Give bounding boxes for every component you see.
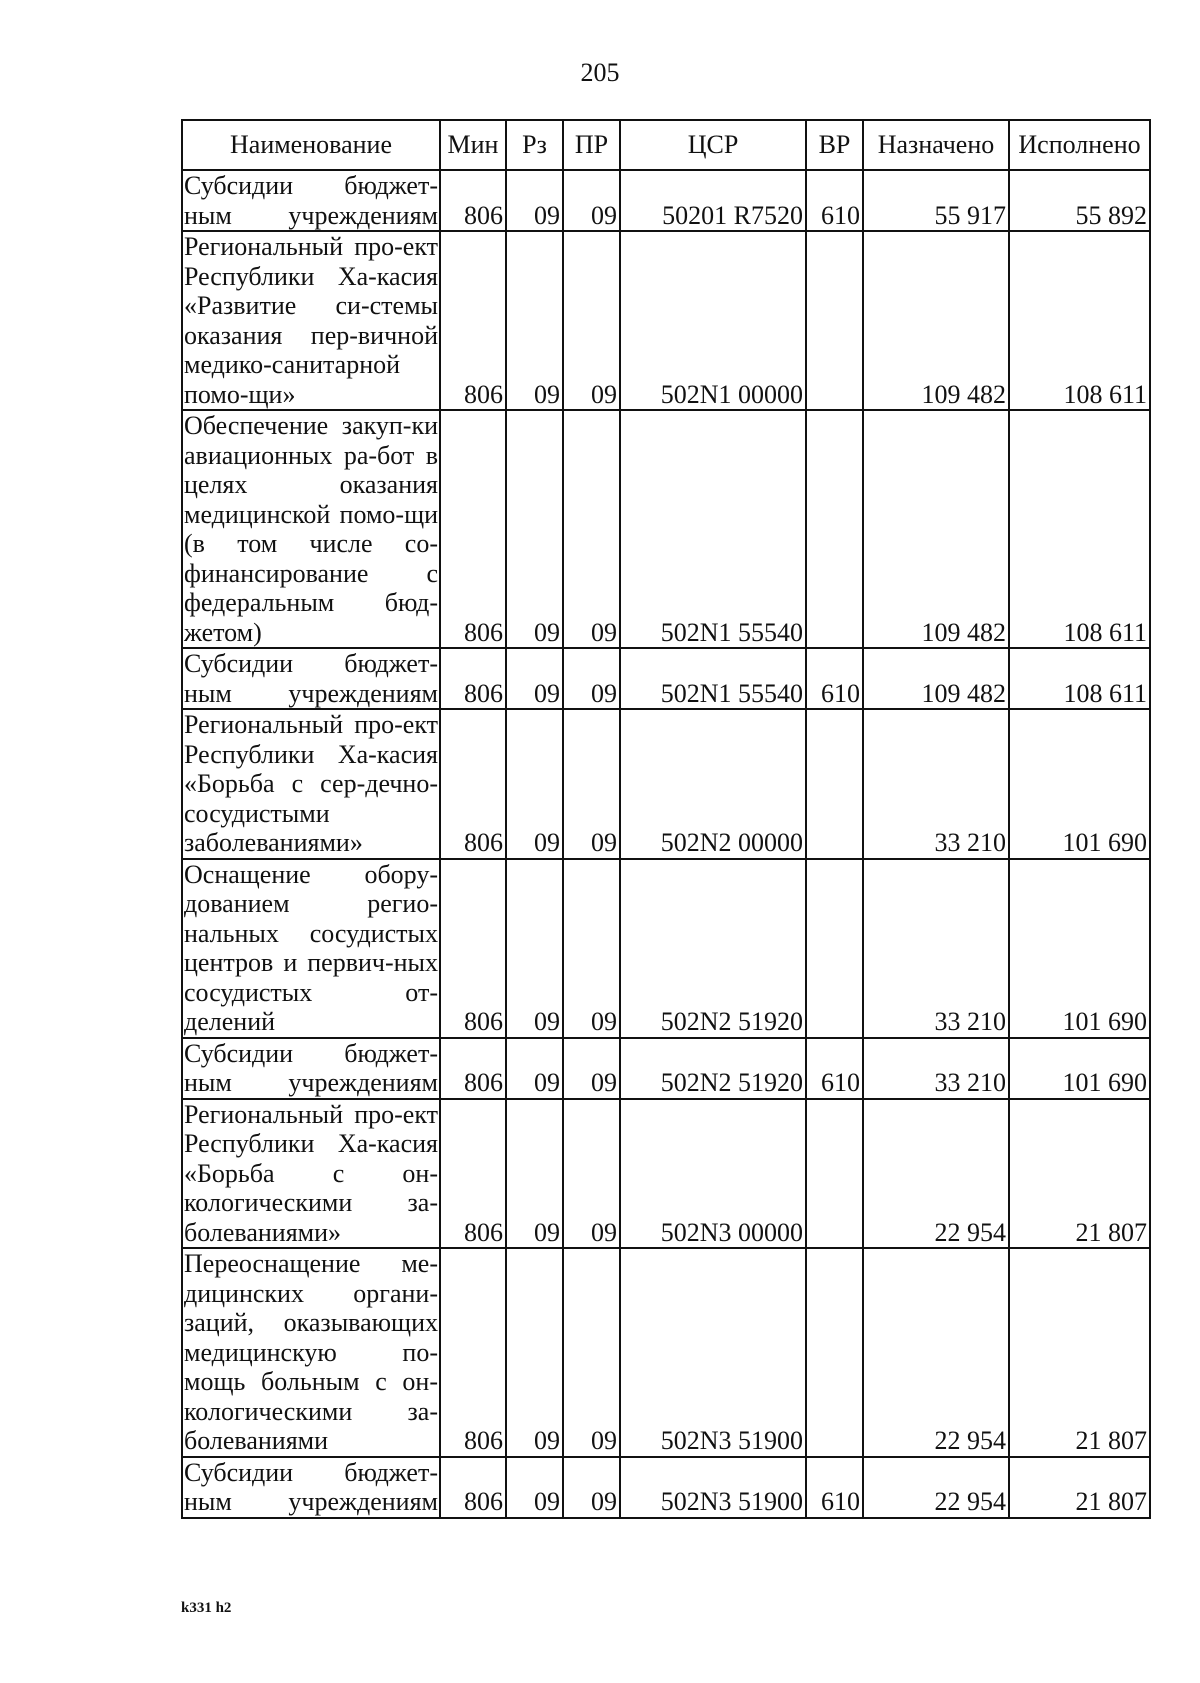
row-min: 806 <box>440 170 506 231</box>
row-name: Региональный про-ект Республики Ха-касия «Развитие си-стемы оказания пер-вичной медико-санитарной помо-щи» <box>184 232 438 409</box>
row-min: 806 <box>440 1457 506 1518</box>
row-pr: 09 <box>563 410 620 648</box>
header-min: Мин <box>440 120 506 170</box>
row-rz: 09 <box>506 1038 563 1099</box>
row-csr: 502N1 55540 <box>620 648 806 709</box>
row-vr <box>806 1099 863 1249</box>
row-vr <box>806 231 863 410</box>
row-min: 806 <box>440 1038 506 1099</box>
row-rz: 09 <box>506 1099 563 1249</box>
row-min: 806 <box>440 709 506 859</box>
row-rz: 09 <box>506 859 563 1038</box>
row-vr <box>806 709 863 859</box>
header-vr: ВР <box>806 120 863 170</box>
row-csr: 502N1 55540 <box>620 410 806 648</box>
row-rz: 09 <box>506 231 563 410</box>
row-pr: 09 <box>563 709 620 859</box>
row-rz: 09 <box>506 709 563 859</box>
row-name: Субсидии бюджет-ным учреждениям <box>184 1038 438 1097</box>
row-csr: 502N3 51900 <box>620 1248 806 1457</box>
row-pr: 09 <box>563 648 620 709</box>
row-vr: 610 <box>806 1038 863 1099</box>
row-min: 806 <box>440 410 506 648</box>
row-pr: 09 <box>563 1099 620 1249</box>
row-rz: 09 <box>506 1457 563 1518</box>
header-rz: Рз <box>506 120 563 170</box>
row-name: Региональный про-ект Республики Ха-касия «Борьба с он-кологическими за-болеваниями» <box>184 1099 438 1247</box>
row-name: Субсидии бюджет-ным учреждениям <box>184 649 438 708</box>
row-assigned: 55 917 <box>863 170 1009 231</box>
row-csr: 502N3 00000 <box>620 1099 806 1249</box>
row-min: 806 <box>440 859 506 1038</box>
row-min: 806 <box>440 231 506 410</box>
row-csr: 502N2 51920 <box>620 859 806 1038</box>
table-row <box>182 859 1150 1038</box>
table-row <box>182 1099 1150 1249</box>
row-assigned: 22 954 <box>863 1457 1009 1518</box>
row-name: Оснащение обору-дованием регио-нальных сосудистых центров и первич-ных сосудистых от-делений <box>184 859 438 1036</box>
table-row <box>182 410 1150 648</box>
header-pr: ПР <box>563 120 620 170</box>
row-assigned: 33 210 <box>863 859 1009 1038</box>
table-row <box>182 648 1150 709</box>
table-header-row <box>182 120 1150 170</box>
row-executed: 101 690 <box>1009 709 1150 859</box>
table-row <box>182 1457 1150 1518</box>
table-row <box>182 1038 1150 1099</box>
header-executed: Исполнено <box>1009 120 1150 170</box>
row-assigned: 33 210 <box>863 1038 1009 1099</box>
row-min: 806 <box>440 1248 506 1457</box>
row-executed: 101 690 <box>1009 1038 1150 1099</box>
row-pr: 09 <box>563 170 620 231</box>
row-executed: 108 611 <box>1009 231 1150 410</box>
row-rz: 09 <box>506 1248 563 1457</box>
row-csr: 502N2 51920 <box>620 1038 806 1099</box>
table-row <box>182 1248 1150 1457</box>
table-row <box>182 231 1150 410</box>
row-executed: 101 690 <box>1009 859 1150 1038</box>
row-vr: 610 <box>806 170 863 231</box>
row-executed: 21 807 <box>1009 1248 1150 1457</box>
row-pr: 09 <box>563 231 620 410</box>
row-min: 806 <box>440 648 506 709</box>
document-footer-code: k331 h2 <box>181 1600 232 1616</box>
row-pr: 09 <box>563 1457 620 1518</box>
row-csr: 502N3 51900 <box>620 1457 806 1518</box>
header-assigned: Назначено <box>863 120 1009 170</box>
row-vr <box>806 1248 863 1457</box>
row-executed: 21 807 <box>1009 1099 1150 1249</box>
row-assigned: 33 210 <box>863 709 1009 859</box>
row-rz: 09 <box>506 648 563 709</box>
row-name: Обеспечение закуп-ки авиационных ра-бот в целях оказания медицинской помо-щи (в том числе со-финансирование с федеральным бюд-жетом) <box>184 411 438 647</box>
row-pr: 09 <box>563 1248 620 1457</box>
header-csr: ЦСР <box>620 120 806 170</box>
row-executed: 21 807 <box>1009 1457 1150 1518</box>
row-pr: 09 <box>563 1038 620 1099</box>
table-row <box>182 170 1150 231</box>
row-executed: 108 611 <box>1009 648 1150 709</box>
row-name: Переоснащение ме-дицинских органи-заций, оказывающих медицинскую по-мощь больным с он-кологическими за-болеваниями <box>184 1249 438 1455</box>
table-row <box>182 709 1150 859</box>
row-name: Субсидии бюджет-ным учреждениям <box>184 171 438 230</box>
header-name: Наименование <box>182 120 440 170</box>
row-assigned: 22 954 <box>863 1248 1009 1457</box>
row-assigned: 109 482 <box>863 648 1009 709</box>
row-rz: 09 <box>506 410 563 648</box>
row-vr: 610 <box>806 648 863 709</box>
row-csr: 502N2 00000 <box>620 709 806 859</box>
row-name: Субсидии бюджет-ным учреждениям <box>184 1457 438 1516</box>
row-assigned: 22 954 <box>863 1099 1009 1249</box>
row-assigned: 109 482 <box>863 231 1009 410</box>
row-pr: 09 <box>563 859 620 1038</box>
row-vr <box>806 859 863 1038</box>
row-csr: 50201 R7520 <box>620 170 806 231</box>
row-rz: 09 <box>506 170 563 231</box>
page-number: 205 <box>580 58 620 87</box>
row-vr <box>806 410 863 648</box>
row-name: Региональный про-ект Республики Ха-касия «Борьба с сер-дечно-сосудистыми заболеваниями» <box>184 710 438 857</box>
row-executed: 55 892 <box>1009 170 1150 231</box>
row-vr: 610 <box>806 1457 863 1518</box>
row-assigned: 109 482 <box>863 410 1009 648</box>
budget-table <box>181 119 1151 1519</box>
row-executed: 108 611 <box>1009 410 1150 648</box>
row-csr: 502N1 00000 <box>620 231 806 410</box>
row-min: 806 <box>440 1099 506 1249</box>
